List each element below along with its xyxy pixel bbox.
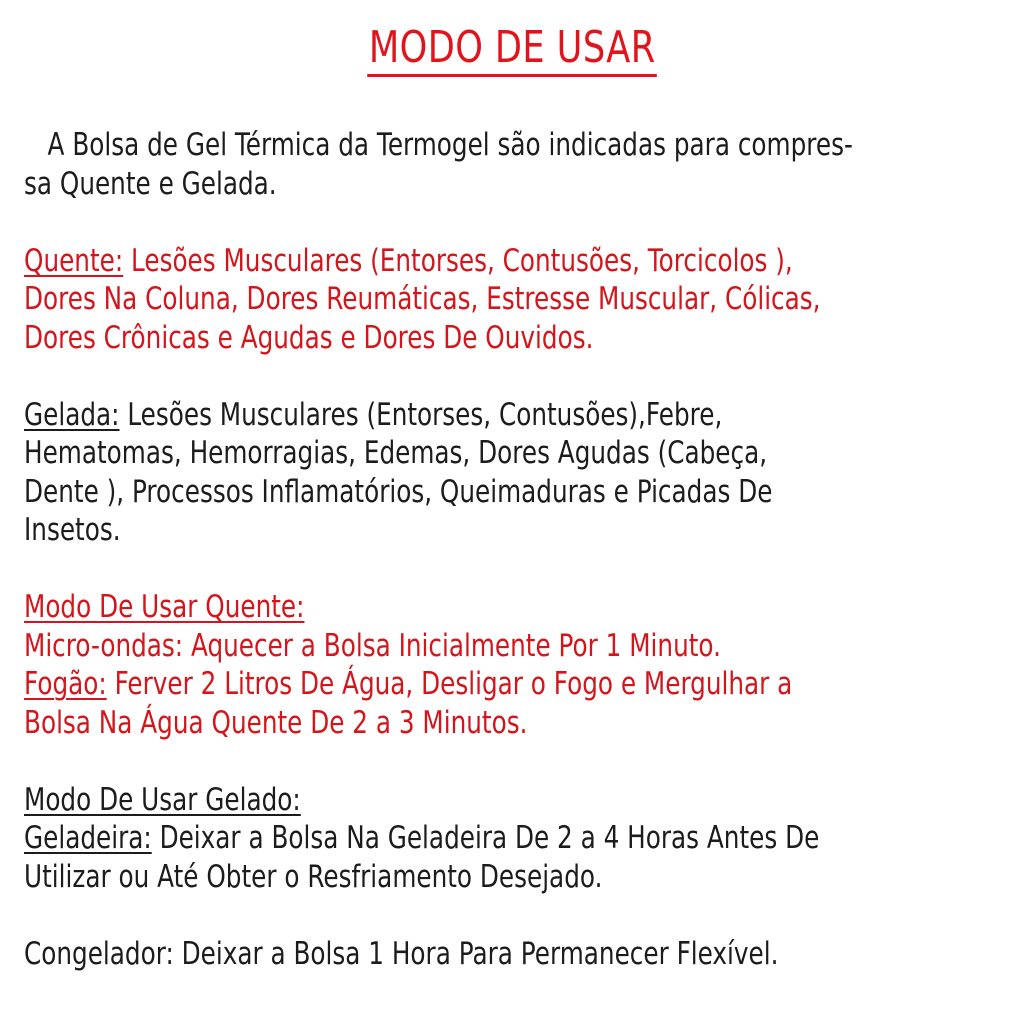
modo-gelado-heading-line xyxy=(24,781,1012,820)
modo-quente-heading-line xyxy=(24,588,1012,627)
fogao-text-2: Bolsa Na Água Quente De 2 a 3 Minutos. xyxy=(24,704,528,741)
intro-text-1: A Bolsa de Gel Térmica da Termogel são indicadas para compres- xyxy=(47,127,853,163)
congelador-text: Congelador: Deixar a Bolsa 1 Hora Para Permanecer Flexível. xyxy=(24,935,779,972)
spacer xyxy=(24,203,1012,242)
modo-gelado-heading: Modo De Usar Gelado: xyxy=(24,781,301,818)
instructions-body xyxy=(24,126,1012,973)
geladeira-text-1: Deixar a Bolsa Na Geladeira De 2 a 4 Horas Antes De xyxy=(151,820,820,856)
fogao-label: Fogão: xyxy=(24,666,107,702)
fogao-text-1: Ferver 2 Litros De Água, Desligar o Fogo e Mergulhar a xyxy=(106,666,793,702)
spacer xyxy=(24,357,1012,396)
quente-text-2: Dores Na Coluna, Dores Reumáticas, Estresse Muscular, Cólicas, xyxy=(24,281,821,317)
intro-text-2: sa Quente e Gelada. xyxy=(24,165,277,202)
quente-label: Quente: xyxy=(24,242,124,279)
spacer xyxy=(24,550,1012,589)
quente-text-1: Lesões Musculares (Entorses, Contusões, Torcicolos ), xyxy=(123,242,793,279)
quente-line xyxy=(24,242,1012,281)
title-container xyxy=(0,22,1024,77)
spacer xyxy=(24,742,1012,781)
intro-line xyxy=(24,126,1012,165)
gelada-text-4: Insetos. xyxy=(24,512,121,548)
quente-text-3: Dores Crônicas e Agudas e Dores De Ouvidos. xyxy=(24,319,594,356)
gelada-text-3: Dente ), Processos Inflamatórios, Queimaduras e Picadas De xyxy=(24,473,773,510)
gelada-text-1: Lesões Musculares (Entorses, Contusões),Febre, xyxy=(119,396,723,433)
page-title: MODO DE USAR xyxy=(367,22,657,77)
geladeira-label: Geladeira: xyxy=(24,820,152,856)
spacer xyxy=(24,896,1012,935)
gelada-label: Gelada: xyxy=(24,396,120,433)
microondas-text: Micro-ondas: Aquecer a Bolsa Inicialmente Por 1 Minuto. xyxy=(24,627,721,664)
geladeira-text-2: Utilizar ou Até Obter o Resfriamento Desejado. xyxy=(24,858,603,895)
gelada-text-2: Hematomas, Hemorragias, Edemas, Dores Agudas (Cabeça, xyxy=(24,435,768,471)
gelada-line xyxy=(24,396,1012,435)
geladeira-line xyxy=(24,819,1012,858)
fogao-line xyxy=(24,665,1012,704)
modo-quente-heading: Modo De Usar Quente: xyxy=(24,589,305,625)
